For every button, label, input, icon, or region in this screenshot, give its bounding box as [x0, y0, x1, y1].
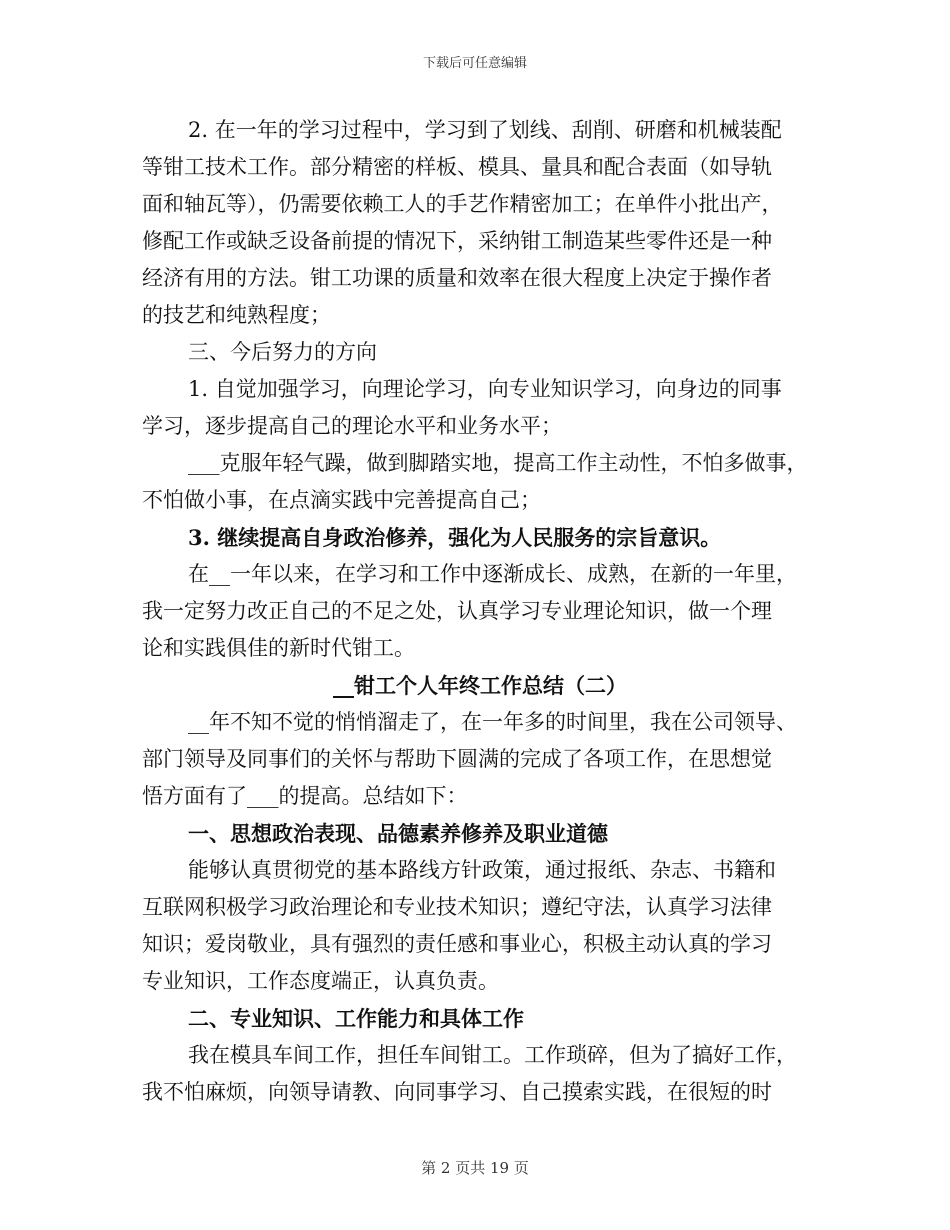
paragraph-line: 悟方面有了___的提高。总结如下： [142, 784, 468, 808]
paragraph-line: 我一定努力改正自己的不足之处，认真学习专业理论知识，做一个理 [142, 599, 772, 623]
paragraph-line: 能够认真贯彻党的基本路线方针政策，通过报纸、杂志、书籍和 [188, 858, 776, 882]
paragraph-line: 不怕做小事，在点滴实践中完善提高自己； [142, 488, 541, 512]
paragraph-line: 等钳工技术工作。部分精密的样板、模具、量具和配合表面（如导轨 [142, 155, 772, 179]
paragraph-line: 2. 在一年的学习过程中，学习到了划线、刮削、研磨和机械装配 [188, 118, 782, 142]
paragraph-line: 部门领导及同事们的关怀与帮助下圆满的完成了各项工作，在思想觉 [142, 747, 772, 771]
paragraph-line: 的技艺和纯熟程度； [142, 303, 331, 327]
paragraph-line: 面和轴瓦等），仍需要依赖工人的手艺作精密加工；在单件小批出产， [142, 192, 783, 216]
paragraph-line: 我不怕麻烦，向领导请教、向同事学习、自己摸索实践，在很短的时 [142, 1080, 772, 1104]
paragraph-line: 经济有用的方法。钳工功课的质量和效率在很大程度上决定于操作者 [142, 266, 772, 290]
paragraph-line: __年不知不觉的悄悄溜走了，在一年多的时间里，我在公司领导、 [188, 710, 797, 734]
paragraph-line: 学习，逐步提高自己的理论水平和业务水平； [142, 414, 562, 438]
page-number-footer: 第 2 页共 19 页 [421, 1159, 529, 1177]
document-body [142, 112, 818, 1111]
paragraph-line: 知识；爱岗敬业，具有强烈的责任感和事业心，积极主动认真的学习 [142, 932, 772, 956]
paragraph-line: 在__一年以来，在学习和工作中逐渐成长、成熟，在新的一年里， [188, 562, 797, 586]
document-title: __钳工个人年终工作总结（二） [333, 673, 627, 698]
page-header: 下载后可任意编辑 [422, 56, 527, 71]
paragraph-line: 专业知识，工作态度端正，认真负责。 [142, 969, 499, 993]
paragraph-line: 1. 自觉加强学习，向理论学习，向专业知识学习，向身边的同事 [188, 377, 782, 401]
section-heading: 二、专业知识、工作能力和具体工作 [188, 1006, 524, 1031]
paragraph-line: 论和实践俱佳的新时代钳工。 [142, 636, 415, 660]
section-heading: 一、思想政治表现、品德素养修养及职业道德 [188, 821, 608, 846]
section-heading: 三、今后努力的方向 [188, 340, 377, 364]
paragraph-line: 我在模具车间工作，担任车间钳工。工作琐碎，但为了搞好工作， [188, 1043, 797, 1067]
paragraph-line: 互联网积极学习政治理论和专业技术知识；遵纪守法，认真学习法律 [142, 895, 772, 919]
bold-heading: 3. 继续提高自身政治修养，强化为人民服务的宗旨意识。 [188, 525, 722, 550]
paragraph-line: ___克服年轻气躁，做到脚踏实地，提高工作主动性，不怕多做事， [188, 451, 808, 475]
paragraph-line: 修配工作或缺乏设备前提的情况下，采纳钳工制造某些零件还是一种 [142, 229, 772, 253]
